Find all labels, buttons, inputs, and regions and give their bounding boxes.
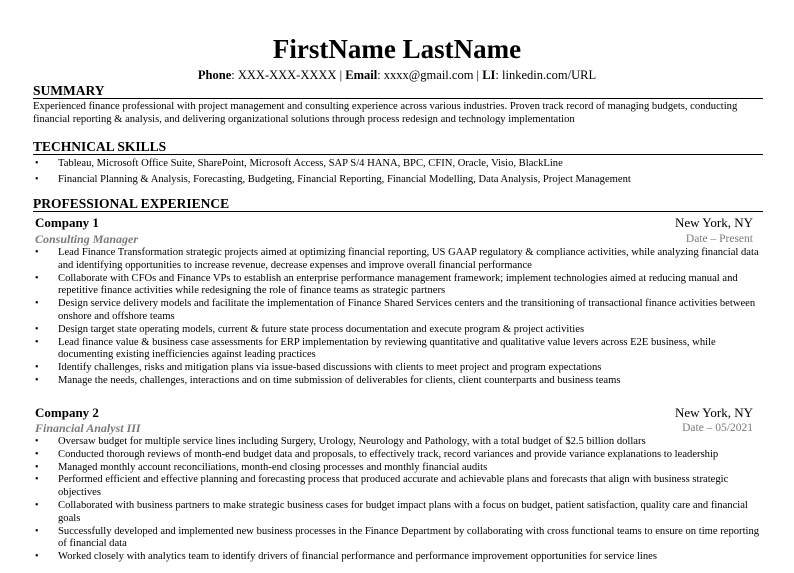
company-name: Company 2: [35, 405, 99, 420]
job-bullets: [33, 436, 763, 564]
company-name: Company 1: [35, 215, 99, 230]
company-location: New York, NY: [674, 405, 753, 420]
list-item: • Tableau, Microsoft Office Suite, SharePoint, Microsoft Access, SAP S/4 HANA, BPC, CFIN, Oracle, Visio, BlackLine: [33, 158, 763, 171]
skills-heading: TECHNICAL SKILLS: [33, 139, 763, 155]
email-label: Email: [345, 68, 378, 82]
list-item: • Collaborate with CFOs and Finance VPs to establish an enterprise performance management framework; implement technologies aimed at reducing manual and repetitive finance activities while redesigning the role of finance teams as strategic partners: [33, 273, 763, 299]
job-title: Consulting Manager: [35, 232, 139, 246]
list-item: • Manage the needs, challenges, interactions and on time submission of deliverables for clients, client counterparts and business teams: [33, 375, 763, 388]
list-item: • Collaborated with business partners to make strategic business cases for budget impact plans with a focus on budget, patient satisfaction, quality care and financial goals: [33, 500, 763, 526]
phone-label: Phone: [197, 68, 232, 82]
separator: |: [339, 68, 343, 82]
list-item: • Lead finance value & business case assessments for ERP implementation by reviewing quantitative and qualitative value levers across E2E business, while documenting existing inefficiencies against leading practices: [33, 337, 763, 363]
list-item: • Conducted thorough reviews of month-end budget data and proposals, to effectively track, record variances and provide variance explanations to leadership: [33, 449, 763, 462]
company-location: New York, NY: [674, 215, 753, 230]
job-bullets: [33, 247, 763, 388]
list-item: • Successfully developed and implemented new business processes in the Finance Department by collaborating with cross functional teams to ensure on time reporting of financial data: [33, 526, 763, 552]
email-value: xxxx@gmail.com: [383, 68, 474, 82]
job-dates: Date – Present: [685, 233, 753, 245]
list-item: • Design target state operating models, current & future state process documentation and execute program & project activities: [33, 324, 763, 337]
separator: |: [476, 68, 480, 82]
contact-line: Phone: XXX-XXX-XXXX | Email: xxxx@gmail.com | LI: linkedin.com/URL: [197, 68, 597, 82]
list-item: • Financial Planning & Analysis, Forecasting, Budgeting, Financial Reporting, Financial Modelling, Data Analysis, Project Management: [33, 174, 763, 187]
list-item: • Oversaw budget for multiple service lines including Surgery, Urology, Neurology and Pathology, with a total budget of $2.5 billion dollars: [33, 436, 763, 449]
list-item: • Design service delivery models and facilitate the implementation of Finance Shared Services centers and the transitioning of transactional finance activities between onshore and offshore teams: [33, 298, 763, 324]
list-item: • Performed efficient and effective planning and forecasting process that produced accurate and achievable plans and forecasts that align with business strategic objectives: [33, 474, 763, 500]
experience-heading: PROFESSIONAL EXPERIENCE: [33, 196, 763, 212]
phone-value: XXX-XXX-XXXX: [237, 68, 337, 82]
candidate-name: FirstName LastName: [272, 34, 522, 64]
job-title: Financial Analyst III: [35, 421, 141, 435]
list-item: • Managed monthly account reconciliations, month-end closing processes and monthly financial audits: [33, 462, 763, 475]
list-item: • Lead Finance Transformation strategic projects aimed at optimizing financial reporting, US GAAP regulatory & compliance activities, while analyzing financial data and identifying opportunities to increase revenue, decrease expenses and improve overall financial performance: [33, 247, 763, 273]
li-label: LI: [482, 68, 496, 82]
skills-list: [33, 158, 763, 187]
summary-heading: SUMMARY: [33, 83, 763, 99]
linkedin-value: linkedin.com/URL: [502, 68, 597, 82]
list-item: • Identify challenges, risks and mitigation plans via issue-based discussions with clients to meet project and program expectations: [33, 362, 763, 375]
summary-text: Experienced finance professional with project management and consulting experience across various industries. Proven track record of managing budgets, conducting financial reporting & analysis, and delivering organizational solutions through process redesign and technology implementation: [33, 101, 738, 125]
job-dates: Date – 05/2021: [682, 422, 753, 434]
list-item: • Worked closely with analytics team to identify drivers of financial performance and performance improvement opportunities for service lines: [33, 551, 763, 564]
